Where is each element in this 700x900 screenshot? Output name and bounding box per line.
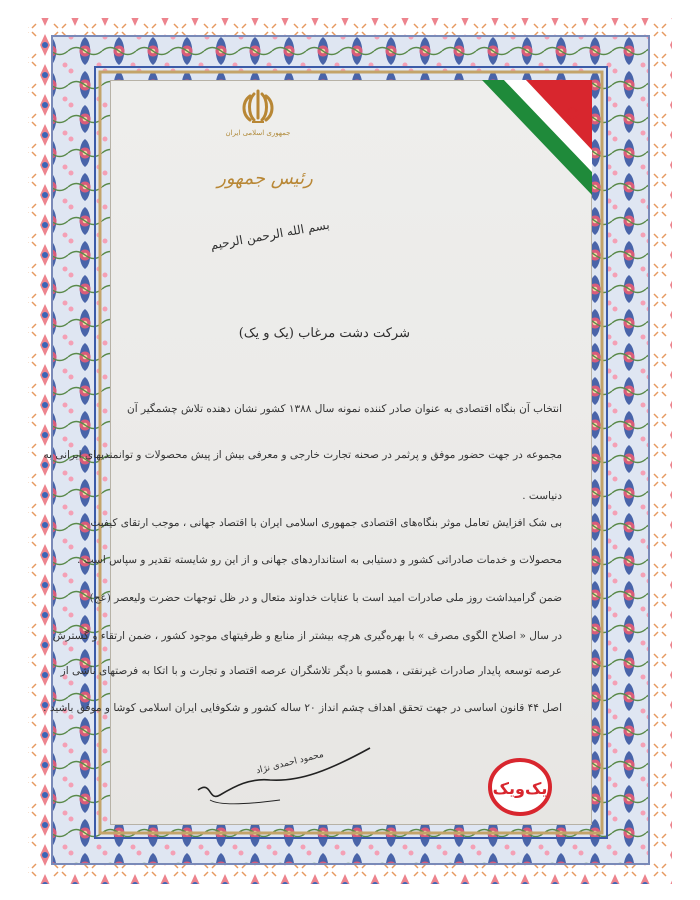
signature-stroke-icon <box>190 740 380 810</box>
company-logo-icon <box>488 758 552 816</box>
body-line: انتخاب آن بنگاه اقتصادی به عنوان صادر کننده نمونه سال ۱۳۸۸ کشور نشان دهنده تلاش چشمگیر آن <box>127 403 562 415</box>
government-name: جمهوری اسلامی ایران <box>225 129 291 137</box>
body-line: مجموعه در جهت حضور موفق و پرثمر در صحنه تجارت خارجی و معرفی بیش از پیش محصولات و توانمندیهای ایرانی به <box>43 449 562 461</box>
signature-name: محمود احمدی نژاد <box>255 749 325 777</box>
svg-text:☫: ☫ <box>564 104 581 125</box>
body-line: ضمن گرامیداشت روز ملی صادرات امید است با عنایات خداوند متعال و در ظل توجهات حضرت ولیعصر (عج) <box>89 592 562 604</box>
flag-ribbon-icon <box>482 80 592 195</box>
body-line: اصل ۴۴ قانون اساسی در جهت تحقق اهداف چشم انداز ۲۰ ساله کشور و شکوفایی ایران اسلامی کوشا و موفق باشید . <box>43 702 562 714</box>
emblem-icon <box>228 88 288 128</box>
basmala: بسم الله الرحمن الرحیم <box>209 217 331 253</box>
body-line: در سال « اصلاح الگوی مصرف » با بهره‌گیری هرچه بیشتر از منابع و ظرفیتهای موجود کشور ، ضمن ارتقاء و گسترش <box>52 630 562 642</box>
recipient-name: شرکت دشت مرغاب (یک و یک) <box>238 326 410 341</box>
office-title: رئیس جمهور <box>217 168 313 189</box>
svg-text:یک‌و‌یک: یک‌و‌یک <box>492 779 548 798</box>
body-line: محصولات و خدمات صادراتی کشور و دستیابی به استانداردهای جهانی و از این رو شایسته تقدیر و سپاس است . <box>77 554 562 566</box>
body-line: عرصه توسعه پایدار صادرات غیرنفتی ، همسو با دیگر تلاشگران عرصه اقتصاد و تجارت و با اتکا به فرصتهای ناشی از <box>60 665 562 677</box>
body-line: دنیاست . <box>522 490 562 502</box>
body-line: بی شک افزایش تعامل موثر بنگاه‌های اقتصادی جمهوری اسلامی ایران با اقتصاد جهانی ، موجب ارتقای کیفیت <box>90 517 562 529</box>
